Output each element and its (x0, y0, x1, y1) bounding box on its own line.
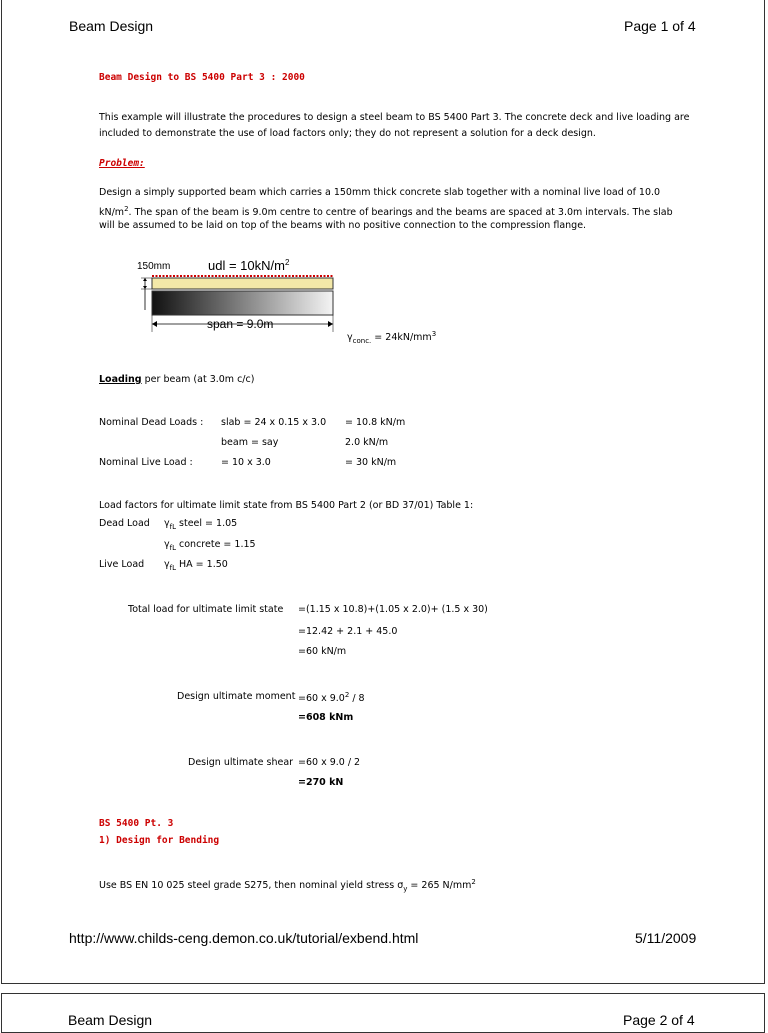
page2-header-title: Beam Design (68, 1012, 153, 1028)
slab-value: = 10.8 kN/m (345, 417, 406, 428)
load-factor-concrete: $\gamma_{fL}$ concrete = 1.15 (164, 539, 256, 552)
header-title: Beam Design (69, 18, 154, 34)
problem-label: Problem: (99, 158, 145, 169)
shear-line-2: =270 kN (298, 777, 344, 788)
shear-line-1: =60 x 9.0 / 2 (298, 757, 361, 768)
nominal-live-label: Nominal Live Load : (99, 457, 193, 468)
slab-rect (152, 278, 333, 289)
problem-line-1: Design a simply supported beam which carries a 150mm thick concrete slab together with a nominal live load of 10.0 (99, 187, 661, 198)
document-page-1 (1, 0, 765, 984)
dead-load-label: Dead Load (99, 518, 150, 529)
footer-date: 5/11/2009 (635, 930, 697, 946)
total-load-line-1: =(1.15 x 10.8)+(1.05 x 2.0)+ (1.5 x 30) (298, 604, 488, 615)
header-page-number: Page 1 of 4 (624, 18, 696, 34)
load-factor-ha: $\gamma_{fL}$ HA = 1.50 (164, 559, 228, 572)
total-load-line-3: =60 kN/m (298, 646, 347, 657)
live-value: = 30 kN/m (345, 457, 397, 468)
moment-line-2: =608 kNm (298, 712, 354, 723)
doc-heading: Beam Design to BS 5400 Part 3 : 2000 (99, 72, 305, 83)
moment-label: Design ultimate moment (177, 691, 296, 702)
beam-rect (152, 291, 333, 315)
bs-part-heading: BS 5400 Pt. 3 (99, 818, 174, 829)
beam-expression: beam = say (221, 437, 279, 448)
document-page-2 (1, 993, 765, 1033)
shear-label: Design ultimate shear (188, 757, 294, 768)
total-load-line-2: =12.42 + 2.1 + 45.0 (298, 626, 398, 637)
udl-label: udl = $10kN/m^2$ (208, 258, 290, 273)
span-label: span = 9.0m (207, 317, 274, 331)
footer-url[interactable]: http://www.childs-ceng.demon.co.uk/tutorial/exbend.html (69, 930, 419, 946)
live-load-label: Live Load (99, 559, 145, 570)
beam-value: 2.0 kN/m (345, 437, 389, 448)
concrete-density: $\gamma_{conc.} = 24kN/mm^3$ (347, 330, 437, 346)
load-factor-intro: Load factors for ultimate limit state from BS 5400 Part 2 (or BD 37/01) Table 1: (99, 500, 474, 511)
problem-line-3: will be assumed to be laid on top of the beams with no positive connection to the compression flange. (99, 220, 587, 231)
slab-thickness-label: 150mm (137, 261, 171, 272)
total-load-label: Total load for ultimate limit state (128, 604, 284, 615)
load-factor-steel: $\gamma_{fL}$ steel = 1.05 (164, 518, 238, 531)
bending-heading: 1) Design for Bending (99, 835, 220, 846)
intro-paragraph: This example will illustrate the procedures to design a steel beam to BS 5400 Part 3. The concrete deck and live loading are included to demonstrate the use of load factors only; they do not represent a solution for a deck design. (99, 112, 690, 139)
nominal-dead-label: Nominal Dead Loads : (99, 417, 204, 428)
page2-header-page-number: Page 2 of 4 (623, 1012, 695, 1028)
loading-line: Loading per beam (at 3.0m c/c) (99, 374, 255, 385)
moment-line-1: =60 x $9.0^2 / 8$ (298, 691, 365, 705)
steel-grade-line: Use BS EN 10 025 steel grade S275, then nominal yield stress $\sigma_y = 265$ $N/mm^2$ (99, 878, 476, 894)
slab-expression: slab = 24 x 0.15 x 3.0 (221, 417, 327, 428)
live-expression: = 10 x 3.0 (221, 457, 271, 468)
problem-line-2: $kN/m^2$. The span of the beam is 9.0m centre to centre of bearings and the beams are spaced at 3.0m intervals. The slab (99, 205, 673, 219)
